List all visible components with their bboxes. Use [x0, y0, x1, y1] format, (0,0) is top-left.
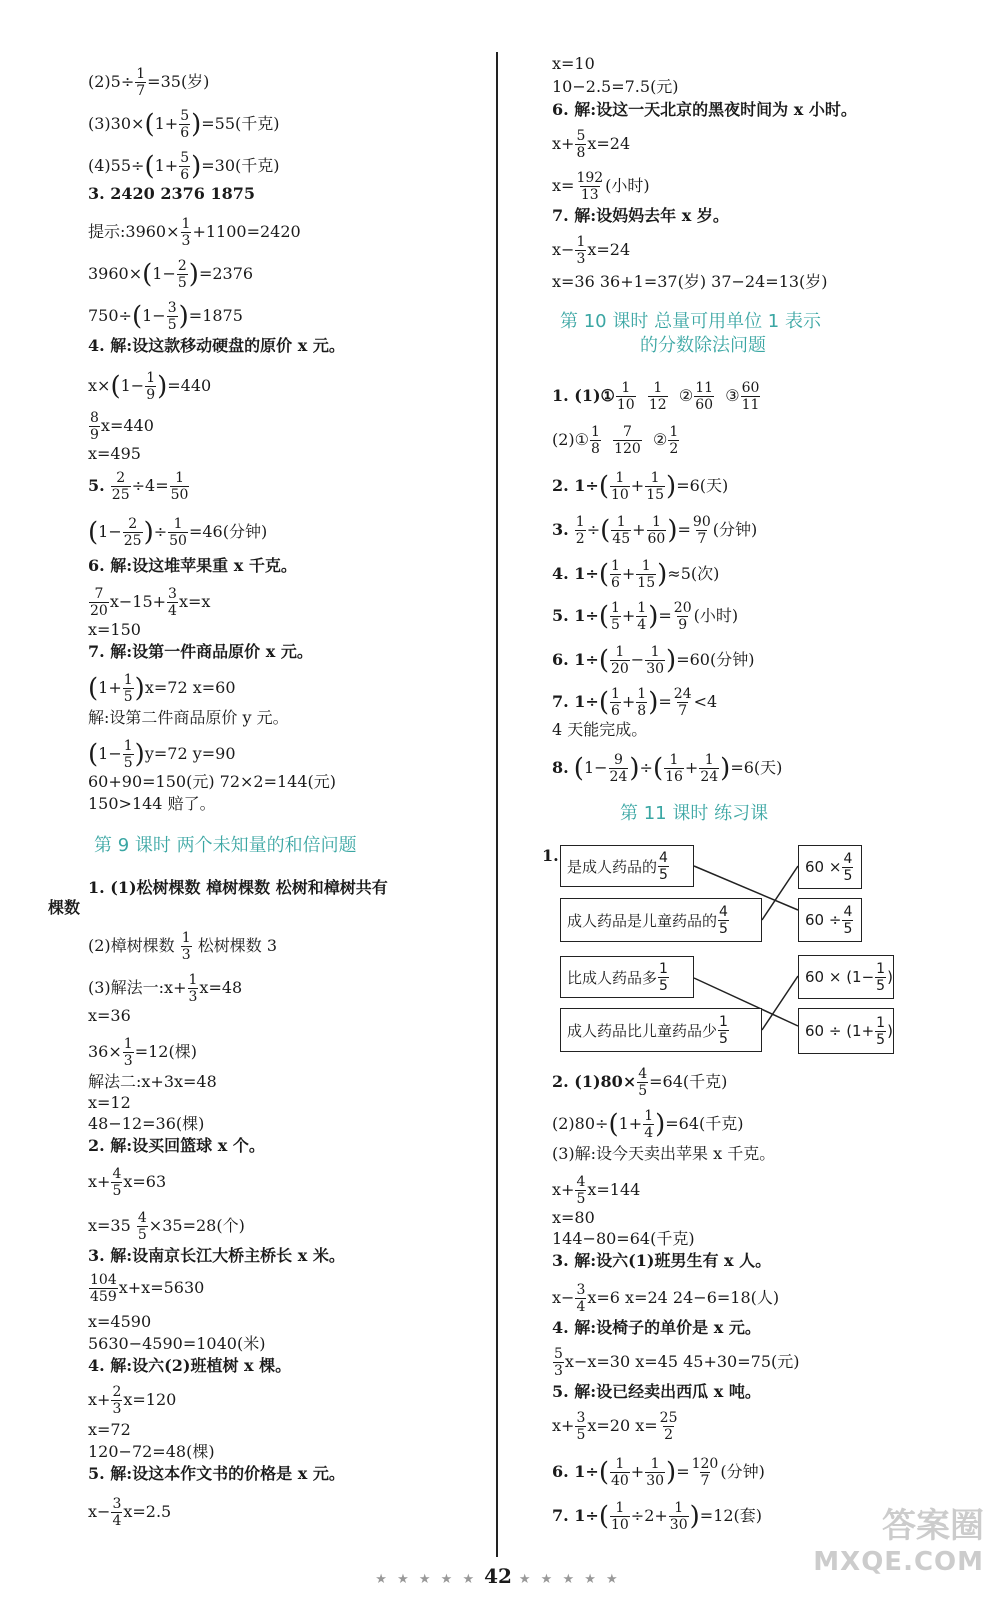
answer-line: (3)解:设今天卖出苹果 x 千克。: [552, 1144, 776, 1163]
answer-line: 2. (1)80× $\frac{4}{5}$ =64(千克): [552, 1066, 728, 1099]
answer-line: 4. 1÷( $\frac{1}{6}$ + $\frac{1}{15}$ )≈5(次): [552, 558, 720, 591]
answer-line: 棵数: [48, 898, 81, 917]
answer-line: 提示:3960× $\frac{1}{3}$ +1100=2420: [88, 216, 301, 249]
match-box-left-2[interactable]: 成人药品是儿童药品的 $\frac{4}{5}$: [560, 898, 762, 942]
answer-line: 750÷(1− $\frac{3}{5}$ )=1875: [88, 300, 243, 333]
answer-line: 60+90=150(元) 72×2=144(元): [88, 772, 337, 791]
answer-line: 7. 1÷( $\frac{1}{10}$ ÷2+ $\frac{1}{30}$ )=12(套): [552, 1500, 763, 1533]
answer-line: (1− $\frac{2}{25}$ )÷ $\frac{1}{50}$ =46(分钟): [88, 516, 268, 549]
answer-line: 150>144 赔了。: [88, 794, 216, 813]
answer-line: 4. 解:设六(2)班植树 x 棵。: [88, 1356, 292, 1375]
answer-line: $\frac{8}{9}$ x=440: [90, 410, 154, 443]
answer-line: x+ $\frac{4}{5}$ x=144: [552, 1174, 641, 1207]
answer-line: 10−2.5=7.5(元): [552, 77, 679, 96]
answer-line: (1− $\frac{1}{5}$ )y=72 y=90: [88, 738, 236, 771]
answer-line: 3. 解:设六(1)班男生有 x 人。: [552, 1251, 772, 1270]
answer-line: 5. 解:设这本作文书的价格是 x 元。: [88, 1464, 345, 1483]
answer-line: $\frac{5}{3}$ x−x=30 x=45 45+30=75(元): [554, 1346, 800, 1379]
answer-line: 3. $\frac{1}{2}$ ÷( $\frac{1}{45}$ + $\frac{1}{60}$ )= $\frac{90}{7}$ (分钟): [552, 514, 758, 547]
section-heading: 第 9 课时 两个未知量的和倍问题: [94, 835, 357, 856]
answer-line: (1+ $\frac{1}{5}$ )x=72 x=60: [88, 672, 236, 705]
answer-line: x=35 $\frac{4}{5}$ ×35=28(个): [88, 1210, 245, 1243]
watermark: [813, 1508, 984, 1580]
answer-line: 4 天能完成。: [552, 720, 648, 739]
answer-line: 4. 解:设椅子的单价是 x 元。: [552, 1318, 761, 1337]
answer-line: x+ $\frac{2}{3}$ x=120: [88, 1384, 177, 1417]
answer-line: (2)80÷(1+ $\frac{1}{4}$ )=64(千克): [552, 1108, 744, 1141]
answer-line: x=36: [88, 1006, 131, 1025]
match-box-left-3[interactable]: 比成人药品多 $\frac{1}{5}$: [560, 956, 694, 998]
match-box-right-4[interactable]: 60 ÷ (1+ $\frac{1}{5}$ ): [798, 1008, 894, 1054]
answer-line: x− $\frac{3}{4}$ x=6 x=24 24−6=18(人): [552, 1282, 780, 1315]
match-box-left-4[interactable]: 成人药品比儿童药品少 $\frac{1}{5}$: [560, 1008, 762, 1052]
answer-line: 5630−4590=1040(米): [88, 1334, 266, 1353]
match-line: [762, 976, 798, 1030]
answer-line: x=36 36+1=37(岁) 37−24=13(岁): [552, 272, 828, 291]
answer-line: x=80: [552, 1208, 595, 1227]
answer-line: 6. 1÷( $\frac{1}{20}$ − $\frac{1}{30}$ )=60(分钟): [552, 644, 755, 677]
answer-line: $\frac{7}{20}$ x−15+ $\frac{3}{4}$ x=x: [90, 586, 211, 619]
match-box-right-1[interactable]: 60 × $\frac{4}{5}$: [798, 845, 862, 889]
answer-line: x+ $\frac{4}{5}$ x=63: [88, 1166, 167, 1199]
answer-line: (3)30×(1+ $\frac{5}{6}$ )=55(千克): [88, 108, 280, 141]
answer-line: (2)① $\frac{1}{8}$ $\frac{7}{120}$ ② $\frac{1}{2}$: [552, 424, 679, 457]
answer-line: 6. 1÷( $\frac{1}{40}$ + $\frac{1}{30}$ )= $\frac{120}{7}$ (分钟): [552, 1456, 765, 1489]
match-box-right-3[interactable]: 60 × (1− $\frac{1}{5}$ ): [798, 955, 894, 999]
answer-line: 3. 2420 2376 1875: [88, 184, 256, 203]
section-heading: 第 10 课时 总量可用单位 1 表示: [560, 311, 821, 332]
answer-line: x+ $\frac{5}{8}$ x=24: [552, 128, 631, 161]
matching-number: 1.: [542, 846, 559, 865]
answer-line: 1. (1)松树棵数 樟树棵数 松树和樟树共有: [88, 878, 388, 897]
match-box-left-1[interactable]: 是成人药品的 $\frac{4}{5}$: [560, 845, 694, 887]
answer-line: 7. 解:设第一件商品原价 x 元。: [88, 642, 313, 661]
section-heading: 的分数除法问题: [640, 335, 766, 356]
answer-line: 2. 1÷( $\frac{1}{10}$ + $\frac{1}{15}$ )=6(天): [552, 470, 729, 503]
match-box-right-2[interactable]: 60 ÷ $\frac{4}{5}$: [798, 898, 862, 942]
answer-line: 48−12=36(棵): [88, 1114, 205, 1133]
answer-line: 120−72=48(棵): [88, 1442, 215, 1461]
answer-line: 5. 1÷( $\frac{1}{5}$ + $\frac{1}{4}$ )= $\frac{20}{9}$ (小时): [552, 600, 739, 633]
answer-line: 7. 1÷( $\frac{1}{6}$ + $\frac{1}{8}$ )= $\frac{24}{7}$ <4: [552, 686, 718, 719]
answer-line: 6. 解:设这一天北京的黑夜时间为 x 小时。: [552, 100, 857, 119]
answer-line: x− $\frac{3}{4}$ x=2.5: [88, 1496, 172, 1529]
match-line: [762, 866, 798, 920]
answer-line: 3. 解:设南京长江大桥主桥长 x 米。: [88, 1246, 345, 1265]
answer-line: 36× $\frac{1}{3}$ =12(棵): [88, 1036, 197, 1069]
answer-line: 2. 解:设买回篮球 x 个。: [88, 1136, 265, 1155]
answer-line: 1. (1)① $\frac{1}{10}$ $\frac{1}{12}$ ② $\frac{11}{60}$ ③ $\frac{60}{11}$: [552, 380, 760, 413]
section-heading: 第 11 课时 练习课: [620, 803, 769, 824]
answer-line: x= $\frac{192}{13}$ (小时): [552, 170, 650, 203]
answer-line: 8. (1− $\frac{9}{24}$ )÷( $\frac{1}{16}$ + $\frac{1}{24}$ )=6(天): [552, 752, 783, 785]
answer-line: 4. 解:设这款移动硬盘的原价 x 元。: [88, 336, 345, 355]
answer-line: (2)5÷ $\frac{1}{7}$ =35(岁): [88, 66, 210, 99]
column-divider: [496, 52, 498, 1557]
answer-line: x=4590: [88, 1312, 152, 1331]
footer-stars-left: ★ ★ ★ ★ ★: [375, 1572, 478, 1587]
answer-line: 5. 解:设已经卖出西瓜 x 吨。: [552, 1382, 761, 1401]
answer-line: 7. 解:设妈妈去年 x 岁。: [552, 206, 729, 225]
answer-line: x=10: [552, 54, 595, 73]
answer-line: (4)55÷(1+ $\frac{5}{6}$ )=30(千克): [88, 150, 280, 183]
watermark-cn: 答案圈: [882, 1506, 984, 1546]
answer-line: 6. 解:设这堆苹果重 x 千克。: [88, 556, 297, 575]
answer-line: 5. $\frac{2}{25}$ ÷4= $\frac{1}{50}$: [88, 470, 189, 503]
answer-line: x=12: [88, 1093, 131, 1112]
answer-line: 3960×(1− $\frac{2}{5}$ )=2376: [88, 258, 254, 291]
answer-line: 144−80=64(千克): [552, 1229, 695, 1248]
page-number: 42: [484, 1564, 512, 1588]
footer-stars-right: ★ ★ ★ ★ ★: [518, 1572, 621, 1587]
answer-line: x=72: [88, 1420, 131, 1439]
answer-line: 解:设第二件商品原价 y 元。: [88, 708, 289, 727]
answer-line: x+ $\frac{3}{5}$ x=20 x= $\frac{25}{2}$: [552, 1410, 678, 1443]
answer-line: $\frac{104}{459}$ x+x=5630: [90, 1272, 205, 1305]
answer-line: x=150: [88, 620, 141, 639]
answer-line: x×(1− $\frac{1}{9}$ )=440: [88, 370, 212, 403]
answer-line: (3)解法一:x+ $\frac{1}{3}$ x=48: [88, 972, 243, 1005]
watermark-en: MXQE.COM: [813, 1547, 984, 1577]
answer-line: (2)樟树棵数 $\frac{1}{3}$ 松树棵数 3: [88, 930, 278, 963]
answer-line: 解法二:x+3x=48: [88, 1072, 217, 1091]
answer-line: x=495: [88, 444, 141, 463]
answer-line: x− $\frac{1}{3}$ x=24: [552, 234, 631, 267]
